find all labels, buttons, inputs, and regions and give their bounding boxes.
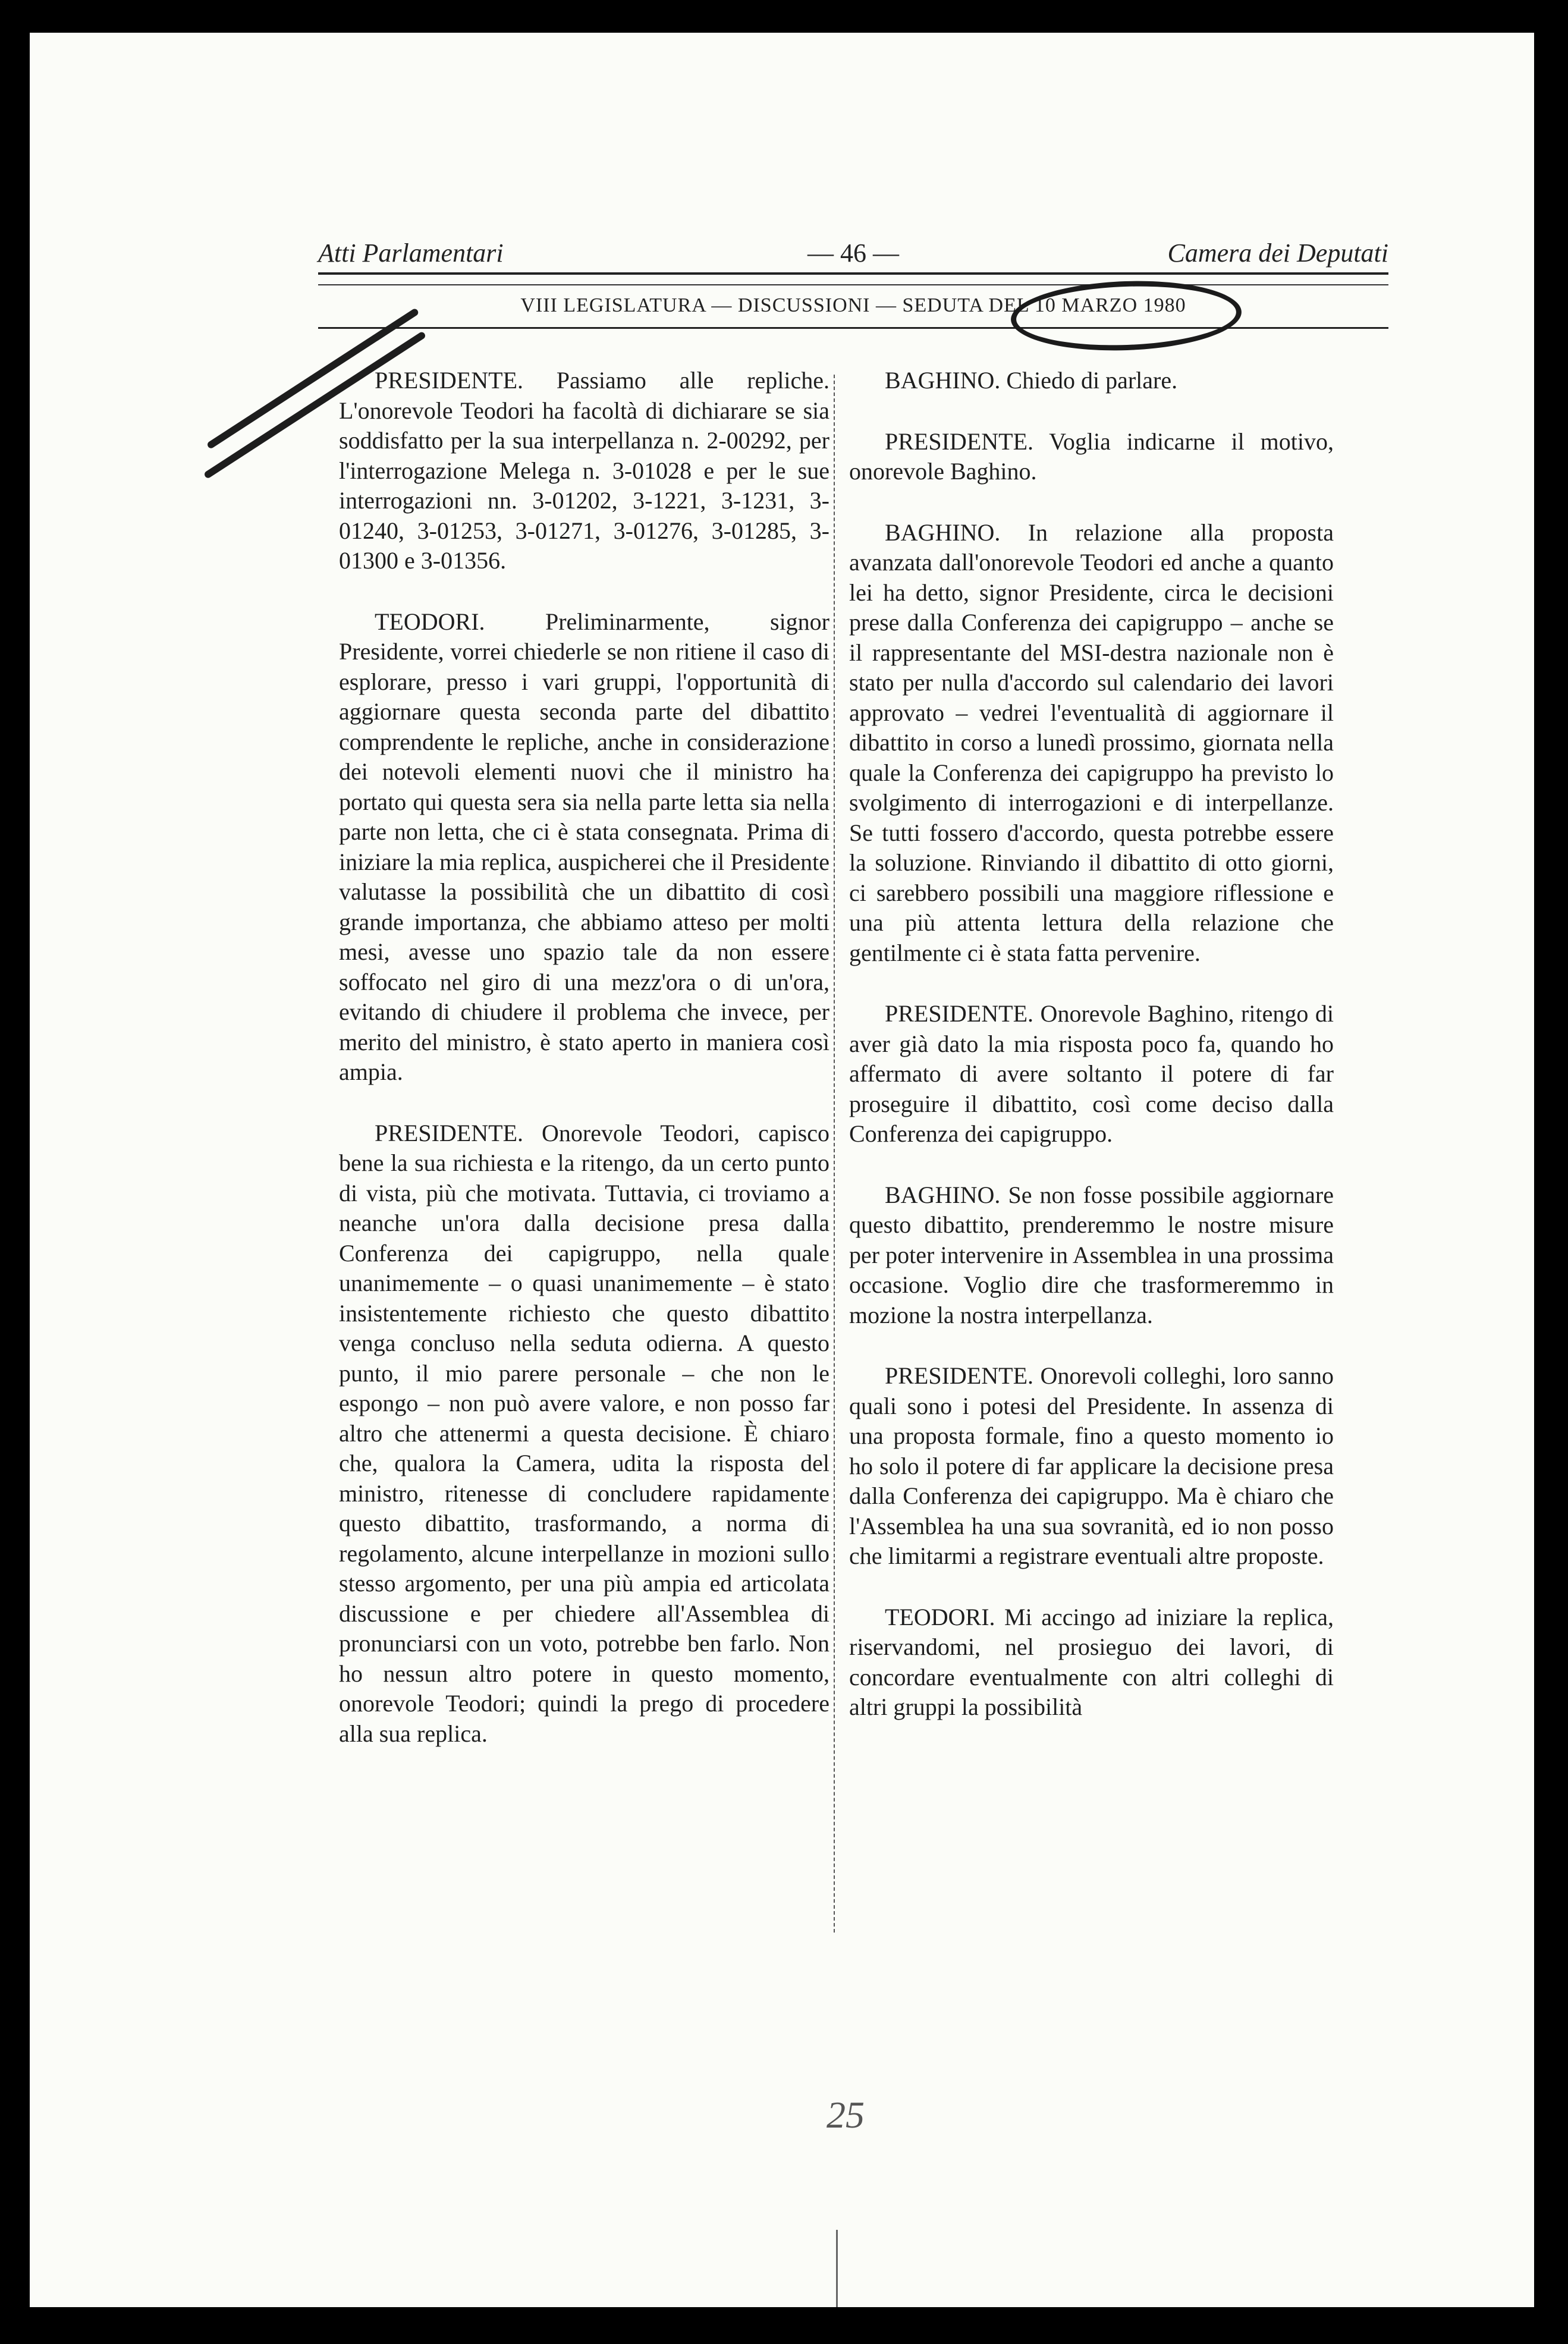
paragraph: PRESIDENTE. Onorevoli colleghi, loro sanno quali sono i potesi del Presidente. In assenza di una proposta formale, fino a questo momento io ho solo il potere di far applicare la decisione presa dalla Conferenza dei capigruppo. Ma è chiaro che l'Assemblea ha una sua sovranità, ed io non posso che limitarmi a registrare eventuali altre proposte.: [849, 1362, 1334, 1569]
paragraph: TEODORI. Preliminarmente, signor Presidente, vorrei chiederle se non ritiene il caso di esplorare, presso i vari gruppi, l'opportunità di aggiornare questa seconda parte del dibattito comprendente le repliche, anche in considerazione dei notevoli elementi nuovi che il ministro ha portato qui questa sera sia nella parte letta sia nella parte non letta, che ci è stata consegnata. Prima di iniziare la mia replica, auspicherei che il Presidente valutasse la possibilità che un dibattito di così grande importanza, che abbiamo atteso per molti mesi, avesse uno spazio tale da non essere soffocato nel giro di una mezz'ora o di un'ora, evitando di chiudere il problema che invece, per merito del ministro, è stato aperto in maniera così ampia.: [339, 608, 829, 1085]
page-number: — 46 —: [807, 238, 899, 268]
paper-crease: [836, 2230, 838, 2307]
header-rule: [318, 284, 1388, 285]
document-page: [30, 33, 1534, 2307]
paragraph: PRESIDENTE. Onorevole Teodori, capisco bene la sua richiesta e la ritengo, da un certo punto di vista, più che motivata. Tuttavia, ci troviamo a neanche un'ora dalla decisione presa dalla Conferenza dei capigruppo, nella quale unanimemente – o quasi unanimemente – è stato insistentemente richiesto che questo dibattito venga concluso nella seduta odierna. A questo punto, il mio parere personale – che non le espongo – non può avere valore, e non posso far altro che attenermi a questa decisione. È chiaro che, qualora la Camera, udita la risposta del ministro, ritenesse di concludere rapidamente questo dibattito, trasformando, a norma di regolamento, alcune interpellanze in mozioni sullo stesso argomento, per una più ampia ed articolata discussione e per chiedere all'Assemblea di pronunciarsi con un voto, potrebbe ben farlo. Non ho nessun altro potere in questo momento, onorevole Teodori; quindi la prego di procedere alla sua replica.: [339, 1119, 829, 1747]
header-right: Camera dei Deputati: [1167, 238, 1388, 268]
paragraph: BAGHINO. Se non fosse possibile aggiornare questo dibattito, prenderemmo le nostre misure per poter intervenire in Assemblea in una prossima occasione. Voglio dire che trasformeremmo in mozione la nostra interpellanza.: [849, 1181, 1334, 1328]
paragraph: BAGHINO. In relazione alla proposta avanzata dall'onorevole Teodori ed anche a quanto lei ha detto, signor Presidente, circa le decisioni prese dalla Conferenza dei capigruppo – anche se il rappresentante del MSI-destra nazionale non è stato per nulla d'accordo sul calendario dei lavori approvato – vedrei l'eventualità di aggiornare il dibattito in corso a lunedì prossimo, giornata nella quale la Conferenza dei capigruppo ha previsto lo svolgimento di interrogazioni e di interpellanze. Se tutti fossero d'accordo, questa potrebbe essere la soluzione. Rinviando il dibattito di otto giorni, ci sarebbero possibili una maggiore riflessione e una più attenta lettura della relazione che gentilmente ci è stata fatta pervenire.: [849, 519, 1334, 966]
column-divider: [834, 375, 835, 1933]
left-column: [339, 366, 829, 1780]
paragraph: BAGHINO. Chiedo di parlare.: [885, 367, 1178, 394]
paragraph: PRESIDENTE. Onorevole Baghino, ritengo di aver già dato la mia risposta poco fa, quando ho affermato di avere soltanto il potere di far proseguire il dibattito, così come deciso dalla Conferenza dei capigruppo.: [849, 1000, 1334, 1147]
page-header: [318, 238, 1388, 275]
session-subtitle: VIII LEGISLATURA — DISCUSSIONI — SEDUTA DEL 10 MARZO 1980: [520, 294, 1186, 316]
paragraph: PRESIDENTE. Voglia indicarne il motivo, onorevole Baghino.: [849, 428, 1334, 485]
date-circle-mark: [1010, 277, 1243, 354]
header-left: Atti Parlamentari: [318, 238, 504, 268]
handwritten-page-mark: 25: [827, 2094, 865, 2136]
right-column: [849, 366, 1334, 1754]
paragraph: PRESIDENTE. Passiamo alle repliche. L'onorevole Teodori ha facoltà di dichiarare se sia soddisfatto per la sua interpellanza n. 2-00292, per l'interrogazione Melega n. 3-01028 e per le sue interrogazioni nn. 3-01202, 3-1221, 3-1231, 3-01240, 3-01253, 3-01271, 3-01276, 3-01285, 3-01300 e 3-01356.: [339, 367, 829, 574]
paragraph: TEODORI. Mi accingo ad iniziare la replica, riservandomi, nel prosieguo dei lavori, di concordare eventualmente con altri colleghi di altri gruppi la possibilità: [849, 1603, 1334, 1720]
